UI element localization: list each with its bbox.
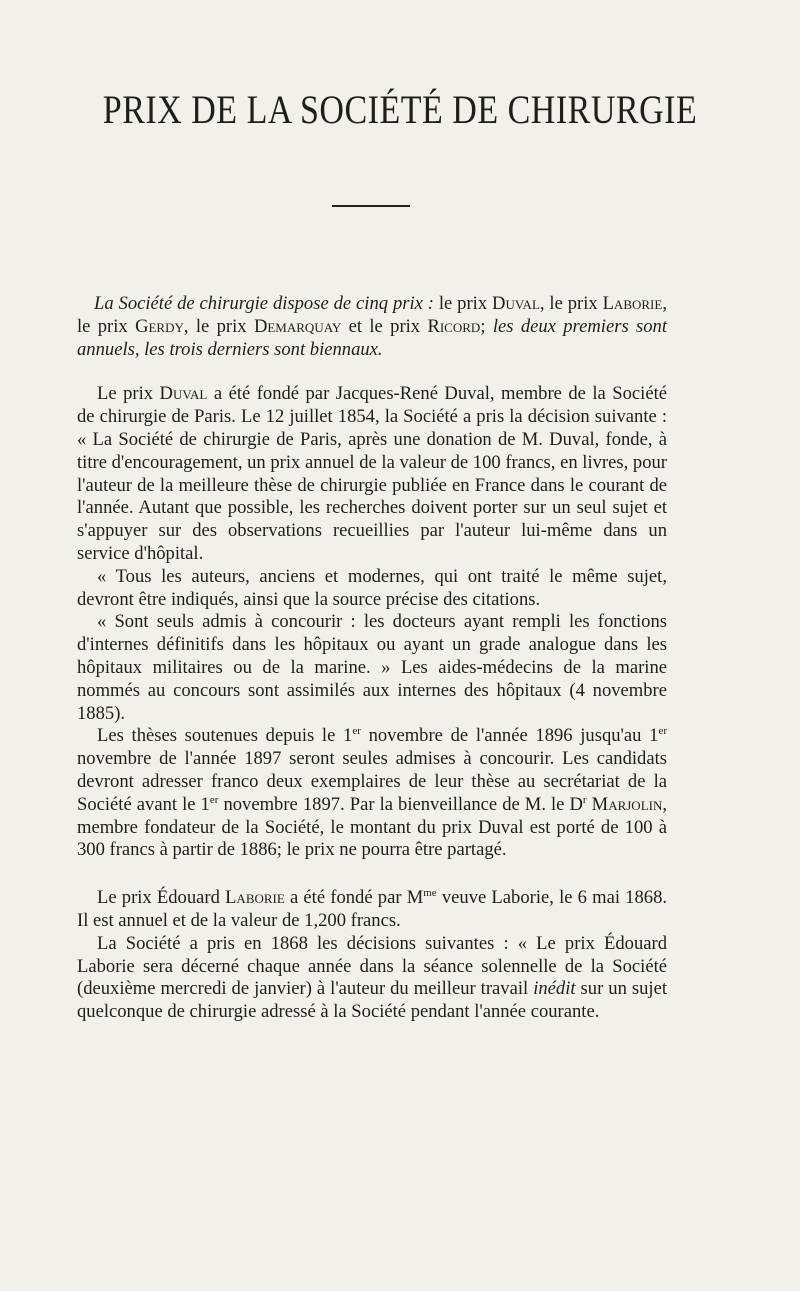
name-gerdy: Gerdy bbox=[135, 315, 184, 337]
text-fragment: ; bbox=[480, 315, 493, 337]
text-fragment: Le prix bbox=[97, 383, 160, 405]
paragraph-laborie-decisions bbox=[77, 933, 667, 1024]
name-laborie: Laborie bbox=[225, 887, 285, 909]
text-fragment: La Société a pris en 1868 les décisions suivantes : « Le prix Édouard Laborie sera décerné chaque année dans la séance solennelle de la Société (deuxième mercredi de janvier) à l'auteur du meilleur travail bbox=[77, 932, 667, 1000]
text-fragment: a été fondé par Jacques-René Duval, membre de la Société de chirurgie de Paris. Le 12 juillet 1854, la Société a pris la décision suivante : « La Société de chirurgie de Paris, après une donation de M. Duval, fonde, à titre d'encouragement, un prix annuel de la valeur de 100 francs, en livres, pour l'auteur de la meilleure thèse de chirurgie publiée en France dans le courant de l'année. Autant que possible, les recherches doivent porter sur un seul sujet et s'appuyer sur des observations recueillies par l'auteur lui-même dans un service d'hôpital. bbox=[77, 383, 668, 564]
superscript: er bbox=[658, 725, 667, 738]
text-fragment: Le prix Édouard bbox=[97, 887, 226, 909]
text-fragment: , membre fondateur de la Société, le montant du prix Duval est porté de 100 à 300 francs à partir de 1886; le prix ne pourra être partagé. bbox=[77, 793, 668, 861]
text-fragment: , le prix bbox=[539, 293, 603, 314]
text-fragment: , le prix bbox=[77, 293, 667, 337]
paragraph-prix-duval bbox=[77, 383, 667, 565]
superscript: me bbox=[423, 886, 437, 899]
name-demarquay: Demarquay bbox=[253, 315, 342, 337]
superscript: er bbox=[352, 725, 361, 738]
name-duval: Duval bbox=[159, 383, 208, 405]
text-fragment: le prix bbox=[433, 293, 493, 314]
paragraph-prizes-list bbox=[77, 293, 667, 361]
text-fragment: veuve Laborie, le 6 mai 1868. Il est annuel et de la valeur de 1,200 francs. bbox=[77, 887, 668, 931]
text-fragment: et le prix bbox=[341, 315, 428, 337]
paragraph-authors-citations: « Tous les auteurs, anciens et modernes, qui ont traité le même sujet, devront être indiqués, ainsi que la source précise des citations. bbox=[77, 565, 667, 610]
text-fragment: novembre 1897. Par la bienveillance de M. le D bbox=[218, 793, 583, 815]
superscript: r bbox=[582, 793, 587, 806]
name-laborie: Laborie bbox=[602, 293, 663, 314]
text-fragment: , le prix bbox=[183, 315, 254, 337]
paragraph-theses-dates bbox=[77, 725, 667, 862]
paragraph-prix-laborie bbox=[77, 887, 667, 933]
text-fragment: novembre de l'année 1896 jusqu'au 1 bbox=[360, 725, 659, 747]
text-fragment: novembre de l'année 1897 seront seules admises à concourir. Les candidats devront adresser franco deux exemplaires de leur thèse au secrétariat de la Société avant le 1 bbox=[77, 748, 667, 815]
text-fragment: sur un sujet quelconque de chirurgie adressé à la Société pendant l'année courante. bbox=[77, 978, 667, 1023]
body-text bbox=[77, 293, 667, 1024]
outro-italic: les deux premiers sont annuels, les trois derniers sont biennaux. bbox=[77, 315, 668, 360]
superscript: er bbox=[209, 793, 219, 806]
name-ricord: Ricord bbox=[427, 315, 481, 337]
italic-inedit: inédit bbox=[533, 978, 576, 1000]
name-duval: Duval bbox=[492, 293, 540, 314]
name-marjolin: Marjolin bbox=[591, 793, 663, 815]
text-fragment: Les thèses soutenues depuis le 1 bbox=[97, 725, 353, 747]
title-divider bbox=[332, 205, 410, 207]
text-fragment: a été fondé par M bbox=[284, 887, 424, 909]
page-title: PRIX DE LA SOCIÉTÉ DE CHIRURGIE bbox=[102, 88, 698, 133]
paragraph-admission: « Sont seuls admis à concourir : les docteurs ayant rempli les fonctions d'internes définitifs dans les hôpitaux ou ayant un grade analogue dans les hôpitaux militaires ou de la marine. » Les aides-médecins de la marine nommés au concours sont assimilés aux internes des hôpitaux (4 novembre 1885). bbox=[77, 611, 667, 724]
intro-italic: La Société de chirurgie dispose de cinq prix : bbox=[94, 293, 434, 314]
